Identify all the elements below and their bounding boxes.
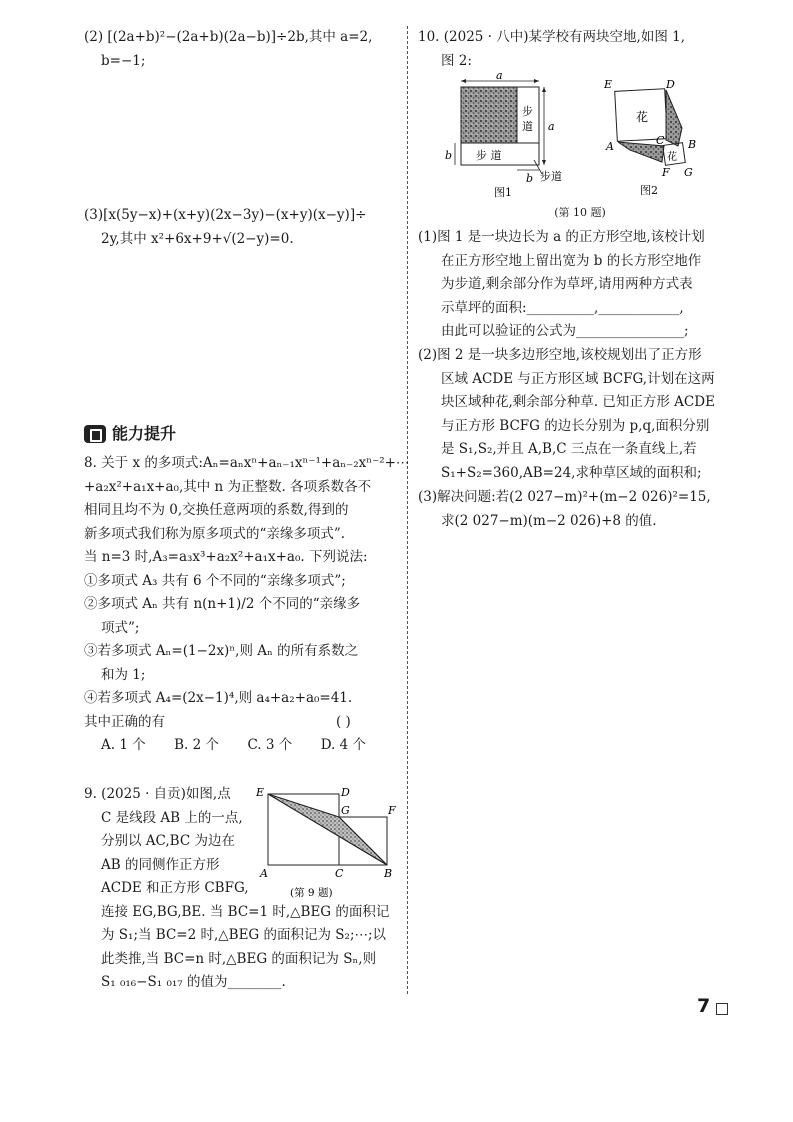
q8-statement-4: ④若多项式 A₄=(2x−1)⁴,则 a₄+a₂+a₀=41. <box>84 690 353 706</box>
q8-line: +a₂x²+a₁x+a₀,其中 n 为正整数. 各项系数各不 <box>84 478 372 495</box>
label-a-right: a <box>548 120 555 133</box>
label-d: D <box>341 786 350 799</box>
q10-part2-line: S₁+S₂=360,AB=24,求种草区域的面积和; <box>441 464 702 481</box>
q10-part1-formula-blank[interactable]: 由此可以验证的公式为________________; <box>441 323 689 339</box>
arrow-left <box>461 79 466 83</box>
q9-figure-caption: (第 9 题) <box>290 887 333 899</box>
label-a-top: a <box>496 70 503 82</box>
page-number: 7 <box>697 995 711 1017</box>
option-b[interactable]: B. 2 个 <box>174 737 220 753</box>
column-divider <box>407 26 408 994</box>
q8-line: 新多项式我们称为原多项式的“亲缘多项式”. <box>84 525 346 542</box>
figure-1-caption: 图1 <box>494 186 512 199</box>
question-7-part-3 <box>84 204 402 251</box>
question-10-part-2 <box>418 344 736 485</box>
label-d: D <box>666 78 675 91</box>
answer-parentheses[interactable]: ( ) <box>336 713 351 730</box>
label-path-vertical-2: 道 <box>522 120 533 133</box>
label-flower-small: 花 <box>667 152 677 163</box>
q9-line: 分别以 AC,BC 为边在 <box>101 833 235 849</box>
arrow-right <box>534 79 539 83</box>
question-8 <box>84 452 410 758</box>
q10-part2-line: 块区域种花,剩余部分种草. 已知正方形 ACDE <box>441 394 715 410</box>
q10-part2-line: 区域 ACDE 与正方形区域 BCFG,计划在这两 <box>441 370 715 387</box>
q9-line: C 是线段 AB 上的一点, <box>101 809 243 826</box>
label-e: E <box>256 786 265 799</box>
grass-region-upper <box>666 90 682 146</box>
q7-3-line: 2y,其中 x²+6x+9+√(2−y)=0. <box>101 230 294 247</box>
q10-intro-line: 图 2: <box>441 52 472 69</box>
label-path-pointer: 步道 <box>540 170 562 183</box>
q7-2-line: b=−1; <box>101 52 146 69</box>
label-g: G <box>684 166 693 179</box>
q8-statement-2-cont: 项式”; <box>101 619 140 636</box>
q10-intro-line: 10. (2025 · 八中)某学校有两块空地,如图 1, <box>418 29 685 45</box>
q9-line: 此类推,当 BC=n 时,△BEG 的面积记为 Sₙ,则 <box>101 950 377 967</box>
q10-part2-line: (2)图 2 是一块多边形空地,该校规划出了正方形 <box>418 347 702 363</box>
q10-part2-line: 是 S₁,S₂,并且 A,B,C 三点在一条直线上,若 <box>441 441 697 457</box>
label-f: F <box>662 166 670 179</box>
q10-part1-line: 在正方形空地上留出宽为 b 的长方形空地作 <box>441 252 702 269</box>
q8-options <box>84 734 366 758</box>
arrow-down <box>542 160 546 165</box>
question-7-part-2 <box>84 26 402 73</box>
q9-line: AB 的同侧作正方形 <box>101 856 220 873</box>
label-b: B <box>688 138 697 151</box>
q8-statement-3-cont: 和为 1; <box>101 666 146 683</box>
q8-prompt-text: 其中正确的有 <box>84 713 165 730</box>
q8-statement-3: ③若多项式 Aₙ=(1−2x)ⁿ,则 Aₙ 的所有系数之 <box>84 643 359 659</box>
option-c[interactable]: C. 3 个 <box>247 737 293 753</box>
label-c: C <box>335 867 344 880</box>
question-10-part-1 <box>418 226 736 344</box>
arrow-up <box>542 87 546 92</box>
figure-2-caption: 图2 <box>640 184 658 197</box>
q10-figure-1 <box>440 70 580 200</box>
q9-line: S₁ ₀₁₆−S₁ ₀₁₇ 的值为________. <box>101 974 286 990</box>
label-b-bottom: b <box>526 172 534 185</box>
segment-eb <box>268 794 387 865</box>
q9-figure <box>254 784 402 904</box>
lawn-area <box>461 87 517 143</box>
q7-3-line: (3)[x(5y−x)+(x+y)(2x−3y)−(x+y)(x−y)]÷ <box>84 207 367 223</box>
label-path-horizontal: 步 道 <box>476 149 502 162</box>
q10-figure-2 <box>600 76 710 200</box>
label-a: A <box>606 140 614 153</box>
label-f: F <box>388 804 396 817</box>
q9-line: 为 S₁;当 BC=2 时,△BEG 的面积记为 S₂;⋯;以 <box>101 927 387 943</box>
option-d[interactable]: D. 4 个 <box>320 737 366 753</box>
q8-statement-2: ②多项式 Aₙ 共有 n(n+1)/2 个不同的“亲缘多 <box>84 596 361 612</box>
q8-prompt <box>84 711 402 735</box>
option-a[interactable]: A. 1 个 <box>101 737 146 753</box>
section-title: 能力提升 <box>112 424 177 443</box>
question-10-intro <box>418 26 736 73</box>
q10-part3-line: 求(2 027−m)(m−2 026)+8 的值. <box>441 512 657 529</box>
label-e: E <box>604 78 613 91</box>
page-mark-icon <box>716 1003 728 1015</box>
q8-line: 当 n=3 时,A₃=a₃x³+a₂x²+a₁x+a₀. 下列说法: <box>84 549 368 565</box>
label-b-left: b <box>445 149 453 162</box>
q9-line: ACDE 和正方形 CBFG, <box>101 880 249 896</box>
q9-line: 连接 EG,BG,BE. 当 BC=1 时,△BEG 的面积记 <box>101 903 390 920</box>
label-c: C <box>656 134 665 147</box>
q10-part1-line: 为步道,剩余部分作为草坪,请用两种方式表 <box>441 276 693 292</box>
label-flower-big: 花 <box>636 110 649 124</box>
label-g: G <box>341 804 350 817</box>
q10-part2-line: 与正方形 BCFG 的边长分别为 p,q,面积分别 <box>441 417 710 434</box>
q8-line: 8. 关于 x 的多项式:Aₙ=aₙxⁿ+aₙ₋₁xⁿ⁻¹+aₙ₋₂xⁿ⁻²+⋯ <box>84 455 410 471</box>
q8-line: 相同且均不为 0,交换任意两项的系数,得到的 <box>84 502 349 518</box>
q10-part3-line: (3)解决问题:若(2 027−m)²+(m−2 026)²=15, <box>418 489 711 505</box>
question-10-part-3 <box>418 486 736 533</box>
label-a: A <box>260 867 268 880</box>
label-b: B <box>384 867 393 880</box>
q10-part1-blanks[interactable]: 示草坪的面积:__________,____________, <box>441 299 684 316</box>
label-path-vertical-1: 步 <box>522 105 533 118</box>
q8-statement-1: ①多项式 A₃ 共有 6 个不同的“亲缘多项式”; <box>84 572 346 589</box>
section-header <box>84 422 402 448</box>
q7-2-line: (2) [(2a+b)²−(2a+b)(2a−b)]÷2b,其中 a=2, <box>84 29 373 45</box>
q10-figure-caption: (第 10 题) <box>554 206 606 219</box>
q9-line: 9. (2025 · 自贡)如图,点 <box>84 786 231 802</box>
book-icon <box>84 425 106 443</box>
q10-part1-line: (1)图 1 是一块边长为 a 的正方形空地,该校计划 <box>418 229 705 245</box>
